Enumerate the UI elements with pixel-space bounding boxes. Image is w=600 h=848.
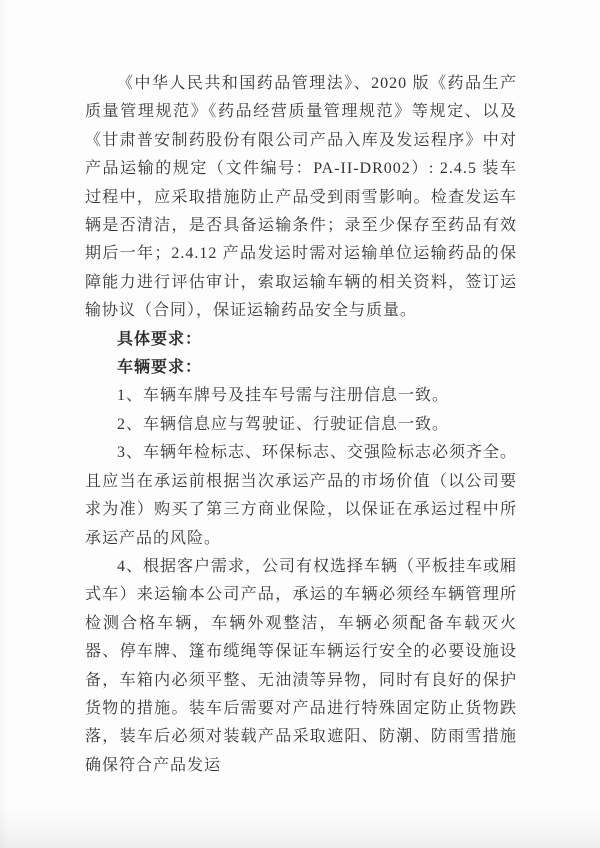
list-item-2-vehicle-info: 2、车辆信息应与驾驶证、行驶证信息一致。: [117, 415, 450, 433]
heading-specific-requirements: 具体要求：: [117, 330, 203, 348]
heading-vehicle-requirements: 车辆要求：: [117, 359, 203, 377]
list-item-3-inspection-marks: 3、车辆年检标志、环保标志、交强险标志必须齐全。且应当在承运前根据当次承运产品的市场价值（以公司要求为准）购买了第三方商业保险，以保证在承运过程中所承运产品的风险。: [85, 444, 518, 547]
document-content: [85, 70, 517, 780]
list-item-4-vehicle-selection: 4、根据客户需求，公司有权选择车辆（平板挂车或厢式车）来运输本公司产品，承运的车辆必须经车辆管理所检测合格车辆，车辆外观整洁，车辆必须配备车载灭火器、停车牌、篷布缆绳等保证车辆运行安全的必要设施设备，车箱内必须平整、无油渍等异物，同时有良好的保护货物的措施。装车后需要对产品进行特殊固定防止货物跌落，装车后必须对装载产品采取遮阳、防潮、防雨雪措施确保符合产品发运: [85, 557, 518, 774]
scan-noise-left: [0, 0, 8, 848]
paragraph-regulation-references: 《中华人民共和国药品管理法》、2020 版《药品生产质量管理规范》《药品经营质量管理规范》等规定、以及《甘肃普安制药股份有限公司产品入库及发运程序》中对产品运输的规定（文件编号：PA-II-DR002）: 2.4.5 装车过程中，应采取措施防止产品受到雨雪影响。检查发运车辆是否清洁，是否具备运输条件；录至少保存至药品有效期后一年；2.4.12 产品发运时需对运输单位运输药品的保障能力进行评估审计，索取运输车辆的相关资料，签订运输协议（合同），保证运输药品安全与质量。: [85, 75, 517, 320]
scan-noise-bottom: [0, 806, 600, 848]
list-item-1-license-plate: 1、车辆车牌号及挂车号需与注册信息一致。: [117, 387, 450, 405]
